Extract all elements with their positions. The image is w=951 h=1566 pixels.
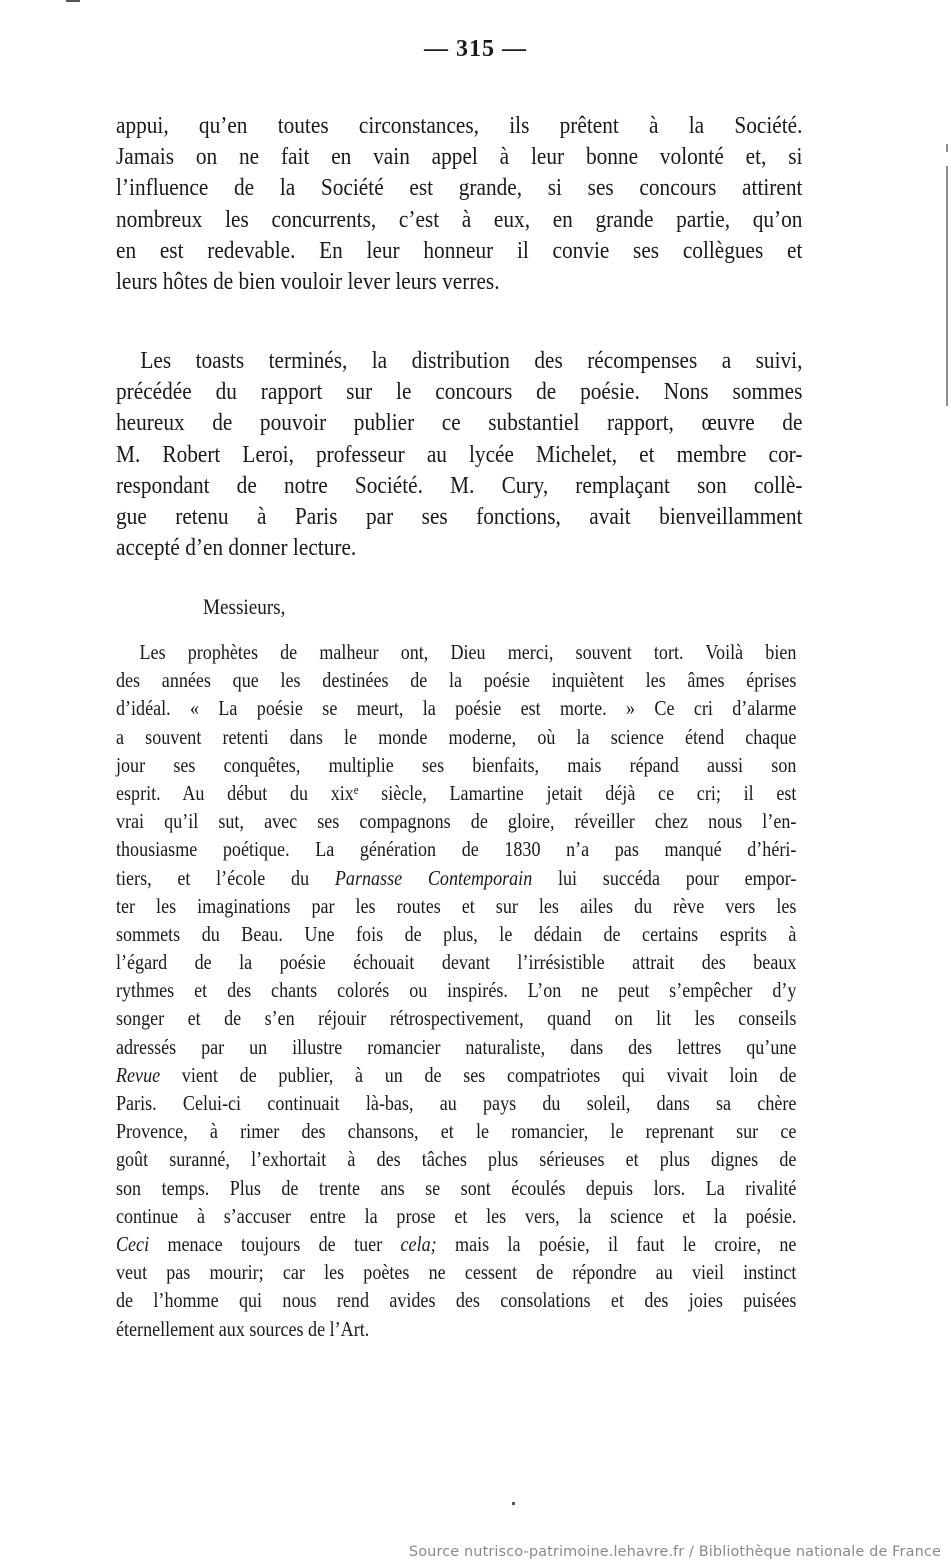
text-line: veut pas mourir; car les poètes ne cessent de répondre au vieil instinct xyxy=(116,1260,797,1285)
text-line: des années que les destinées de la poésie inquiètent les âmes éprises xyxy=(116,668,797,693)
text-line: esprit. Au début du xixᵉ siècle, Lamartine jetait déjà ce cri; il est xyxy=(116,780,797,805)
text-line: Provence, à rimer des chansons, et le romancier, le reprenant sur ce xyxy=(116,1119,797,1144)
text-line: de l’homme qui nous rend avides des consolations et des joies puisées xyxy=(116,1288,797,1313)
text-line: gue retenu à Paris par ses fonctions, avait bienveillamment xyxy=(116,502,803,530)
italic-word: cela; xyxy=(400,1231,437,1256)
italic-word: Ceci xyxy=(116,1231,150,1256)
text-line: l’influence de la Société est grande, si ses concours attirent xyxy=(116,174,803,202)
text-line xyxy=(116,864,796,892)
salutation: Messieurs, xyxy=(203,594,286,619)
text-line: en est redevable. En leur honneur il convie ses collègues et xyxy=(116,236,803,264)
text-line: Les toasts terminés, la distribution des récompenses a suivi, xyxy=(140,347,803,374)
scan-mark xyxy=(66,0,80,2)
text-line: vrai qu’il sut, avec ses compagnons de gloire, réveiller chez nous l’en- xyxy=(116,809,797,834)
text-line xyxy=(116,1230,796,1258)
scan-speck xyxy=(512,1502,515,1505)
text-line: sommets du Beau. Une fois de plus, le dédain de certains esprits à xyxy=(116,921,797,946)
scan-edge-rule xyxy=(946,166,948,406)
text-line: M. Robert Leroi, professeur au lycée Michelet, et membre cor- xyxy=(116,440,803,468)
text-line: heureux de pouvoir publier ce substantiel rapport, œuvre de xyxy=(116,409,803,437)
text-line: l’égard de la poésie échouait devant l’irrésistible attrait des beaux xyxy=(116,950,797,975)
paragraph-continuation xyxy=(116,110,802,297)
text-segment: lui succéda pour empor- xyxy=(532,865,797,890)
paragraph-report xyxy=(116,638,802,1343)
text-line: respondant de notre Société. M. Cury, remplaçant son collè- xyxy=(116,471,803,499)
text-line: accepté d’en donner lecture. xyxy=(116,534,357,562)
text-line: thousiasme poétique. La génération de 1830 n’a pas manqué d’héri- xyxy=(116,837,797,862)
text-line: Paris. Celui-ci continuait là-bas, au pays du soleil, dans sa chère xyxy=(116,1091,797,1115)
text-line: songer et de s’en réjouir rétrospectivement, quand on lit les conseils xyxy=(116,1006,797,1031)
text-line: rythmes et des chants colorés ou inspirés. L’on ne peut s’empêcher d’y xyxy=(116,978,797,1003)
text-segment: vient de publier, à un de ses compatriotes qui vivait loin de xyxy=(160,1062,797,1087)
text-line: d’idéal. « La poésie se meurt, la poésie est morte. » Ce cri d’alarme xyxy=(116,696,797,721)
text-line: adressés par un illustre romancier naturaliste, dans des lettres qu’une xyxy=(116,1034,797,1059)
text-segment: menace toujours de tuer xyxy=(149,1231,401,1256)
text-line: leurs hôtes de bien vouloir lever leurs verres. xyxy=(116,267,500,295)
text-segment: mais la poésie, il faut le croire, ne xyxy=(436,1231,797,1256)
source-attribution: Source nutrisco-patrimoine.lehavre.fr / Bibliothèque nationale de France xyxy=(408,1544,941,1560)
text-line: son temps. Plus de trente ans se sont écoulés depuis lors. La rivalité xyxy=(116,1175,797,1200)
text-line: Les prophètes de malheur ont, Dieu merci, souvent tort. Voilà bien xyxy=(139,640,797,664)
text-line: a souvent retenti dans le monde moderne, où la science étend chaque xyxy=(116,724,797,749)
text-line: ter les imaginations par les routes et sur les ailes du rève vers les xyxy=(116,893,797,918)
page-number: — 315 — xyxy=(424,36,527,62)
text-line: Jamais on ne fait en vain appel à leur bonne volonté et, si xyxy=(116,143,803,171)
text-line xyxy=(116,1061,796,1089)
text-line: jour ses conquêtes, multiplie ses bienfaits, mais répand aussi son xyxy=(116,752,797,777)
text-line: appui, qu’en toutes circonstances, ils prêtent à la Société. xyxy=(116,112,803,139)
text-line: précédée du rapport sur le concours de poésie. Nons sommes xyxy=(116,378,803,406)
scan-edge-rule xyxy=(946,144,948,152)
text-segment: tiers, et l’école du xyxy=(116,865,335,890)
italic-title: Revue xyxy=(116,1062,161,1087)
text-line: goût suranné, l’exhortait à des tâches plus sérieuses et plus dignes de xyxy=(116,1147,797,1172)
italic-title: Parnasse Contemporain xyxy=(334,865,533,890)
text-line: continue à s’accuser entre la prose et les vers, la science et la poésie. xyxy=(116,1203,797,1228)
paragraph-toasts xyxy=(116,345,802,563)
text-line: nombreux les concurrents, c’est à eux, en grande partie, qu’on xyxy=(116,205,803,233)
text-line: éternellement aux sources de l’Art. xyxy=(116,1316,370,1341)
